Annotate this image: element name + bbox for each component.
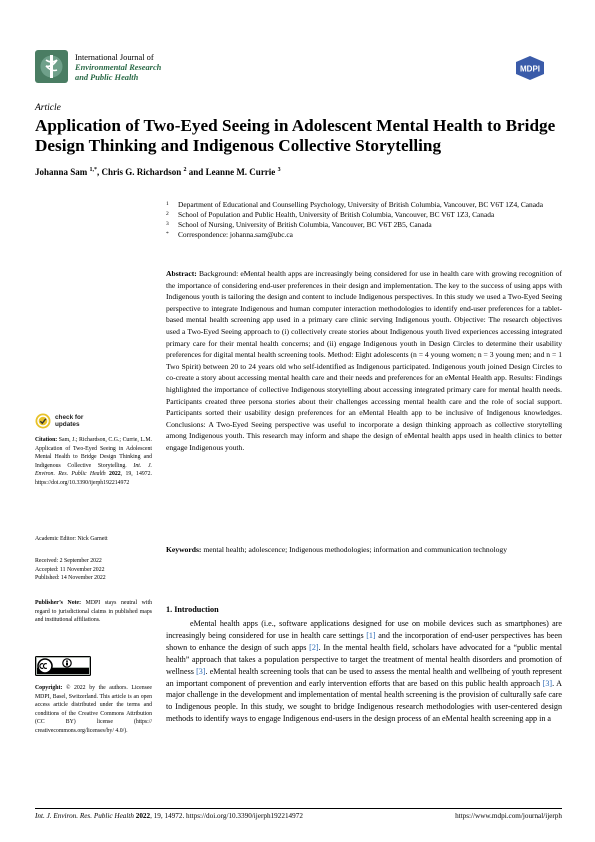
introduction-paragraph [166,618,562,725]
published-date: Published: 14 November 2022 [35,575,106,582]
check-updates-line1: check for [55,414,84,421]
author-separator: , [97,167,102,177]
abstract-label: Abstract: [166,269,197,278]
citation-year: 2022 [105,471,121,478]
citation-journal: Int. J. Environ. Res. Public Health [35,462,152,478]
affiliation-item [166,200,566,210]
author-name: Leanne M. Currie [205,167,276,177]
article-type: Article [35,103,61,113]
mdpi-logo-text: MDPI [520,64,540,74]
footer-divider [35,808,562,809]
abstract-text: Background: eMental health apps are increasingly being considered for use in health care with growing recognition of the importance of considering end-user preferences in their design and implementation. The key to the success of using apps with Indigenous youth is tailoring the design and content to include Indigenous perspectives. In this study we used a Two-Eyed Seeing perspective to integrate Indigenous and human computer interaction methodologies to identify end-user preferences for a tablet-based mental health screening app used in a primary care clinic serving Indigenous youth. Objective: The research objectives used a Two-Eyed Seeing approach to (i) collectively create stories about Indigenous youth lived experiences accessing integrated primary care for their mental health concerns; and (ii) engage Indigenous youth in Design Circles to determine their usability preferences for digital mental health screening tools. Method: Eight adolescents (n = 4 young women; n = 3 young men; and n = 1 Two Spirit) between 20 to 24 years old who self-identified as Indigenous participated. Indigenous youth joined Design Circles to co-create a story about accessing mental health care and their needs and preferences for an eMental Health app. Results: Findings highlighted the importance of collective Indigenous storytelling about accessing integrated primary care for mental health needs. Participants created three persona stories about their challenges accessing mental health care and the role of social support. Participants sorted their usability design preferences for an eMental Health app to be inclusive of Indigenous knowledges. Conclusions: A Two-Eyed Seeing perspective was useful to incorporate a design thinking approach as collective storytelling among Indigenous youth. This research may inform and shape the design of eMental health apps used in health clinics to better engage Indigenous youth. [166,269,562,452]
author-name: Johanna Sam [35,167,88,177]
author-separator: and [186,167,206,177]
affiliation-number: 2 [166,211,169,217]
footer-doi[interactable]: , 19, 14972. https://doi.org/10.3390/ijerph192214972 [150,812,303,820]
keywords-label: Keywords: [166,545,202,554]
cc-by-license-icon[interactable] [35,656,91,676]
keywords-text: mental health; adolescence; Indigenous methodologies; information and communication technology [201,545,508,554]
footer-year: 2022 [133,812,151,820]
academic-editor: Academic Editor: Nick Garnett [35,536,108,542]
affiliation-number: 3 [166,221,169,227]
ijerph-logo-icon [35,50,68,83]
affiliation-item [166,220,566,230]
citation-block [35,436,152,488]
article-title: Application of Two-Eyed Seeing in Adolescent Mental Health to Bridge Design Thinking and Indigenous Collective Storytelling [35,116,556,155]
abstract [166,268,562,454]
journal-name-line1: International Journal of [75,53,154,62]
intro-text: . A major challenge in the development and implementation of mental health screening is the provision of culturally safe care to Indigenous people. In this study, we sought to bridge Indigenous research methodologies with user-centered design methods to identify ways to engage Indigenous end-users in the design process of an eMental health screening app in a [166,678,562,724]
reference-link[interactable]: [3] [196,666,206,676]
intro-text: and the incorporation of end-user perspectives has been shown to enhance the design of such apps [166,630,562,652]
footer-journal: Int. J. Environ. Res. Public Health [35,812,134,820]
affiliation-number: * [166,231,169,237]
publisher-note [35,599,152,625]
affiliation-text: School of Nursing, University of British Columbia, Vancouver, BC V6T 2B5, Canada [178,220,432,229]
footer-journal-url[interactable]: https://www.mdpi.com/journal/ijerph [455,812,562,820]
reference-link[interactable]: [2] [309,642,319,652]
footer-citation [35,812,303,820]
intro-text: eMental health apps (i.e., software applications designed for use on mobile devices such as smartphones) are increasingly being considered for use in health care settings [166,619,562,640]
publication-dates [35,557,152,583]
check-for-updates-badge[interactable] [35,413,83,429]
publisher-note-text: MDPI stays neutral with regard to jurisdictional claims in published maps and institutional affiliations. [35,600,152,624]
check-for-updates-label [55,414,83,428]
intro-text: . eMental health screening tools that can be used to assess the mental health and wellbeing of youth represent an important component of prevention and early intervention efforts that are based on this public health approach [166,666,562,688]
journal-name-line2: Environmental Research [75,63,162,72]
author-list [35,167,281,177]
check-updates-line2: updates [55,421,80,428]
affiliation-list [166,200,566,240]
copyright-block [35,684,152,736]
citation-label: Citation: [35,437,58,443]
journal-name-line3: and Public Health [75,73,139,82]
author-name: Chris G. Richardson [101,167,182,177]
mdpi-logo-icon [515,56,545,80]
affiliation-text: Department of Educational and Counselling Psychology, University of British Columbia, Vancouver, BC V6T 1Z4, Canada [178,200,544,209]
keywords [166,544,562,556]
affiliation-item [166,210,566,220]
journal-name [75,53,161,83]
author-affiliation-mark: 1,* [89,167,98,173]
copyright-label: Copyright: [35,685,63,691]
citation-text: Sam, J.; Richardson, C.G.; Currie, L.M. Application of Two-Eyed Seeing in Adolescent Mental Health to Bridge Design Thinking and Indigenous Collective Storytelling. [35,437,152,469]
copyright-text: © 2022 by the authors. Licensee MDPI, Basel, Switzerland. This article is an open access article distributed under the terms and conditions of the Creative Commons Attribution (CC BY) license (https:// creativecommons.org/licenses/by/ 4.0/). [35,685,152,734]
section-heading-introduction: 1. Introduction [166,605,219,614]
reference-link[interactable]: [3] [542,678,553,688]
author-affiliation-mark: 3 [277,167,281,173]
correspondence-text[interactable]: Correspondence: johanna.sam@ubc.ca [178,230,293,239]
affiliation-number: 1 [166,201,169,207]
author-affiliation-mark: 2 [183,167,187,173]
received-date: Received: 2 September 2022 [35,558,102,564]
accepted-date: Accepted: 11 November 2022 [35,566,105,573]
citation-doi[interactable]: , 19, 14972. https://doi.org/10.3390/ijerph192214972 [35,471,152,486]
affiliation-item [166,230,566,240]
check-for-updates-icon [35,413,51,429]
intro-text: . In the mental health field, scholars have advocated for a “public mental health” approach that takes a population perspective to target the treatment of mental health disorders and promotion of wellness [166,642,563,676]
publisher-note-label: Publisher’s Note: [35,600,82,606]
reference-link[interactable]: [1] [366,630,376,640]
affiliation-text: School of Population and Public Health, University of British Columbia, Vancouver, BC V6T 1Z3, Canada [178,210,495,219]
